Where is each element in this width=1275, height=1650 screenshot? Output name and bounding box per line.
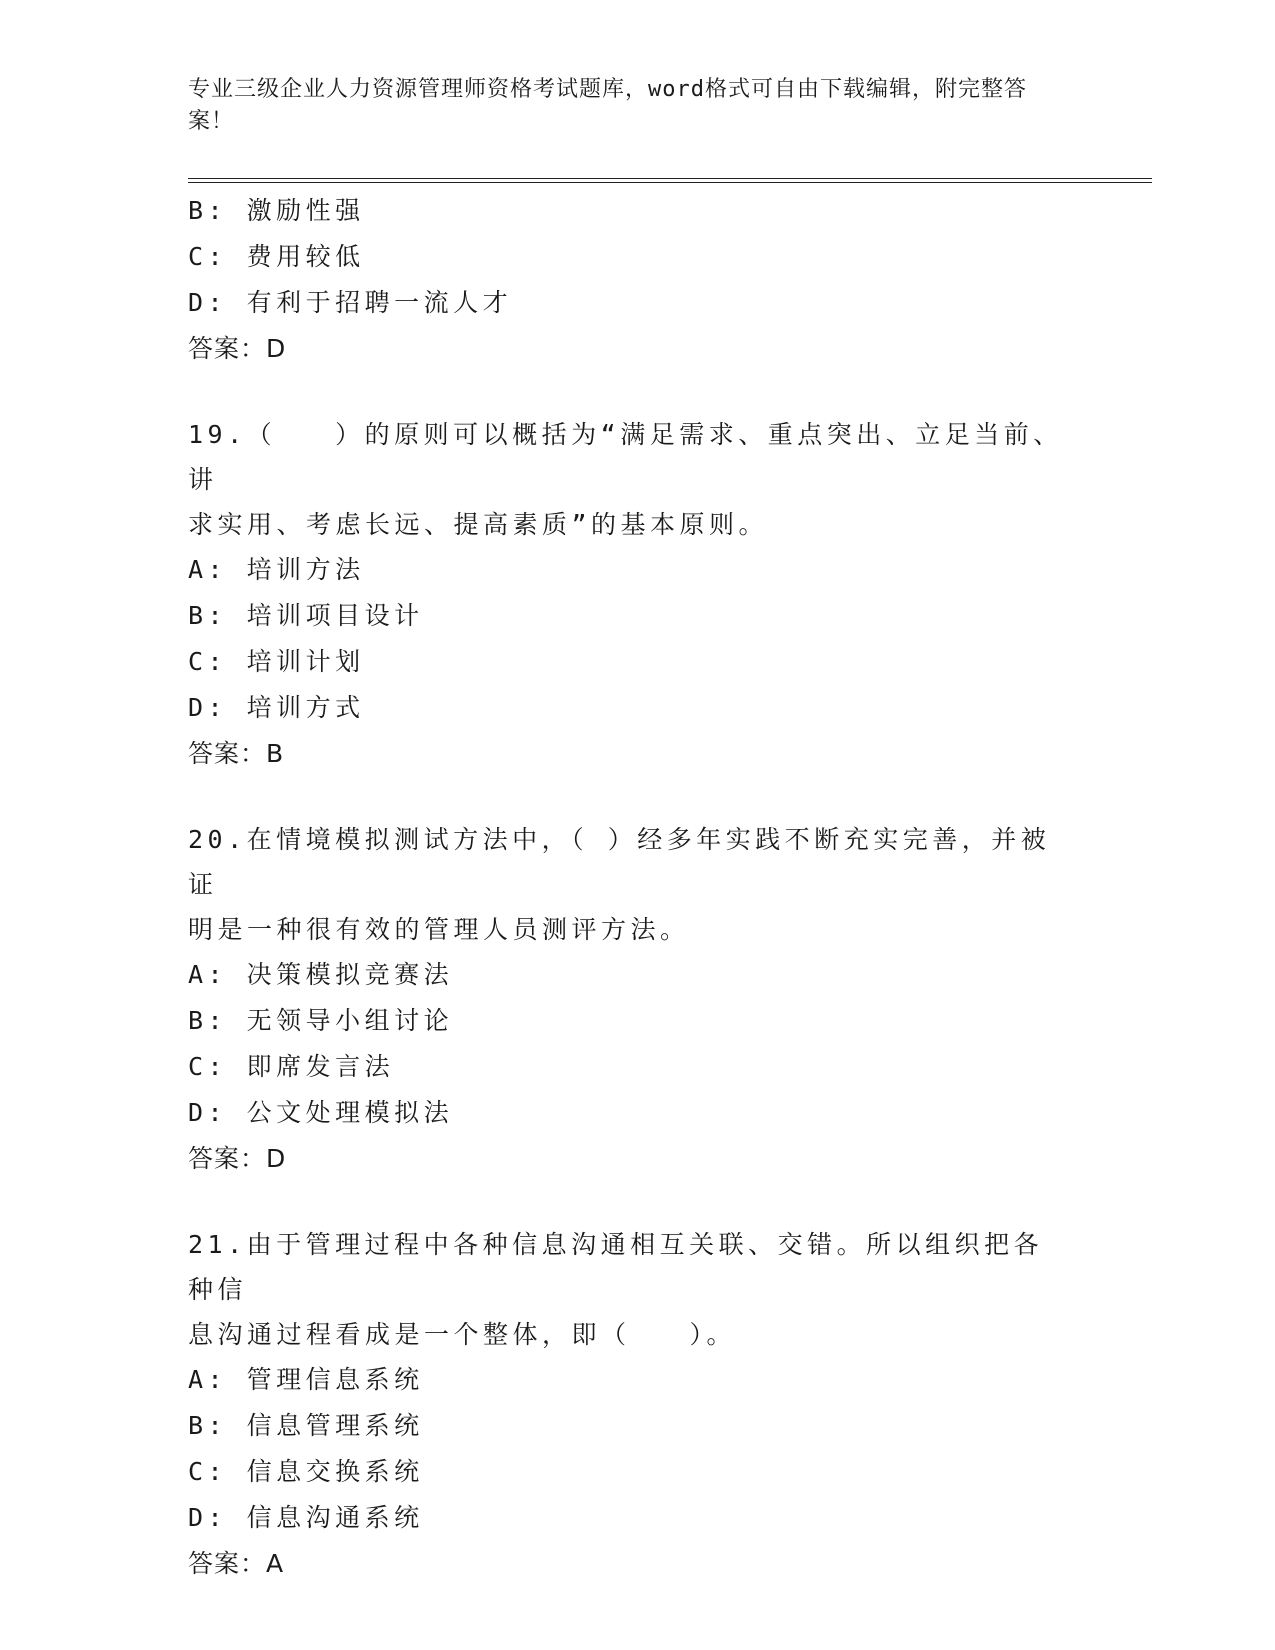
question-20 [188,817,1088,1182]
option-b: B: 信息管理系统 [188,1411,424,1440]
question-21 [188,1222,1088,1587]
option-c: C: 培训计划 [188,647,365,676]
answer-line: 答案：A [188,1549,285,1578]
question-text-line2: 息沟通过程看成是一个整体，即（ ）。 [188,1320,737,1349]
page-header: 专业三级企业人力资源管理师资格考试题库，word格式可自由下载编辑，附完整答案！ [188,77,1027,134]
option-d: D: 培训方式 [188,693,365,722]
question-text-line2: 明是一种很有效的管理人员测评方法。 [188,915,690,944]
option-b: B: 激励性强 [188,196,365,225]
question-text-line1: 20.在情境模拟测试方法中，（ ）经多年实践不断充实完善，并被证 [188,825,1051,899]
question-text-line1: 21.由于管理过程中各种信息沟通相互关联、交错。所以组织把各种信 [188,1230,1044,1304]
option-d: D: 信息沟通系统 [188,1503,424,1532]
option-c: C: 费用较低 [188,242,365,271]
option-c: C: 信息交换系统 [188,1457,424,1486]
option-a: A: 决策模拟竞赛法 [188,960,454,989]
option-b: B: 培训项目设计 [188,601,424,630]
header-divider-bottom [188,182,1152,183]
option-b: B: 无领导小组讨论 [188,1006,454,1035]
option-a: A: 培训方法 [188,555,365,584]
question-19 [188,412,1088,777]
option-d: D: 公文处理模拟法 [188,1098,454,1127]
option-c: C: 即席发言法 [188,1052,395,1081]
header-divider-top [188,178,1152,179]
option-a: A: 管理信息系统 [188,1365,424,1394]
question-18-continued [188,188,1088,372]
question-text-line2: 求实用、考虑长远、提高素质”的基本原则。 [188,510,769,539]
option-d: D: 有利于招聘一流人才 [188,288,513,317]
question-text-line1: 19.（ ）的原则可以概括为“满足需求、重点突出、立足当前、讲 [188,420,1063,494]
answer-line: 答案：D [188,1144,287,1173]
answer-line: 答案：B [188,739,285,768]
document-body [188,188,1088,1587]
answer-line: 答案：D [188,334,287,363]
